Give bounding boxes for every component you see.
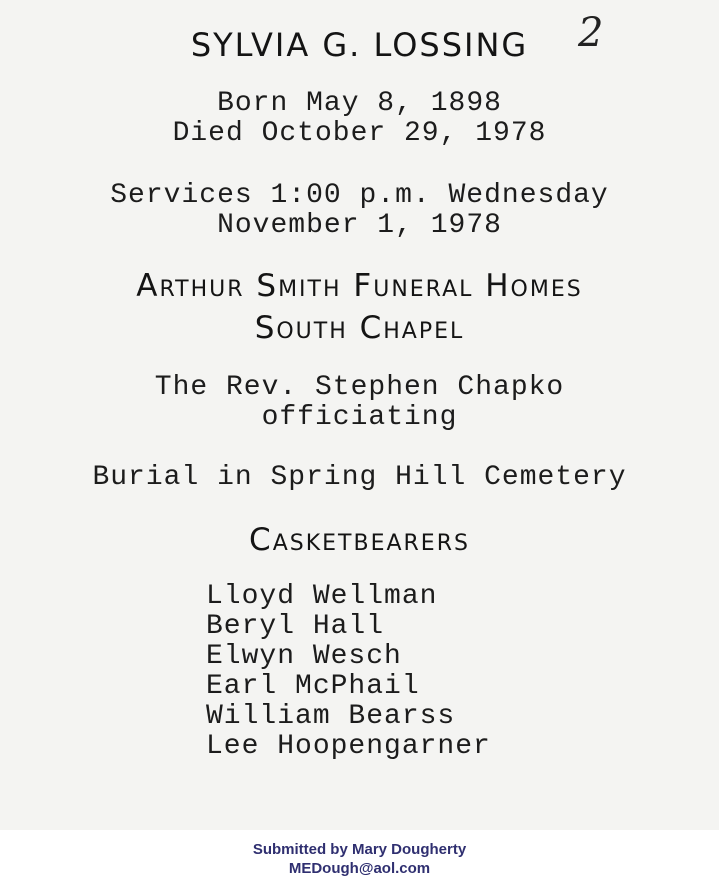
casketbearer: Lee Hoopengarner (206, 731, 491, 762)
funeral-home-chapel: South Chapel (254, 310, 465, 346)
deceased-name: SYLVIA G. LOSSING (190, 26, 529, 64)
casketbearer: Beryl Hall (206, 611, 385, 642)
birth-date: Born May 8, 1898 (217, 88, 502, 119)
services-date: November 1, 1978 (217, 210, 502, 241)
officiant: The Rev. Stephen Chapko (154, 372, 565, 403)
death-date: Died October 29, 1978 (172, 118, 547, 149)
services-time: Services 1:00 p.m. Wednesday (110, 180, 609, 211)
officiating-label: officiating (261, 402, 458, 433)
submitter-email: MEDough@aol.com (288, 860, 431, 877)
casketbearers-heading: Casketbearers (249, 522, 470, 558)
casketbearers-list (206, 582, 491, 762)
burial-location: Burial in Spring Hill Cemetery (92, 462, 627, 493)
submitted-by: Submitted by Mary Dougherty (252, 841, 467, 858)
handwritten-page-number: 2 (578, 10, 604, 56)
casketbearer: Earl McPhail (206, 671, 420, 702)
funeral-home-name: Arthur Smith Funeral Homes (136, 268, 583, 304)
casketbearer: Lloyd Wellman (206, 581, 438, 612)
casketbearer: Elwyn Wesch (206, 641, 402, 672)
casketbearer: William Bearss (206, 701, 456, 732)
